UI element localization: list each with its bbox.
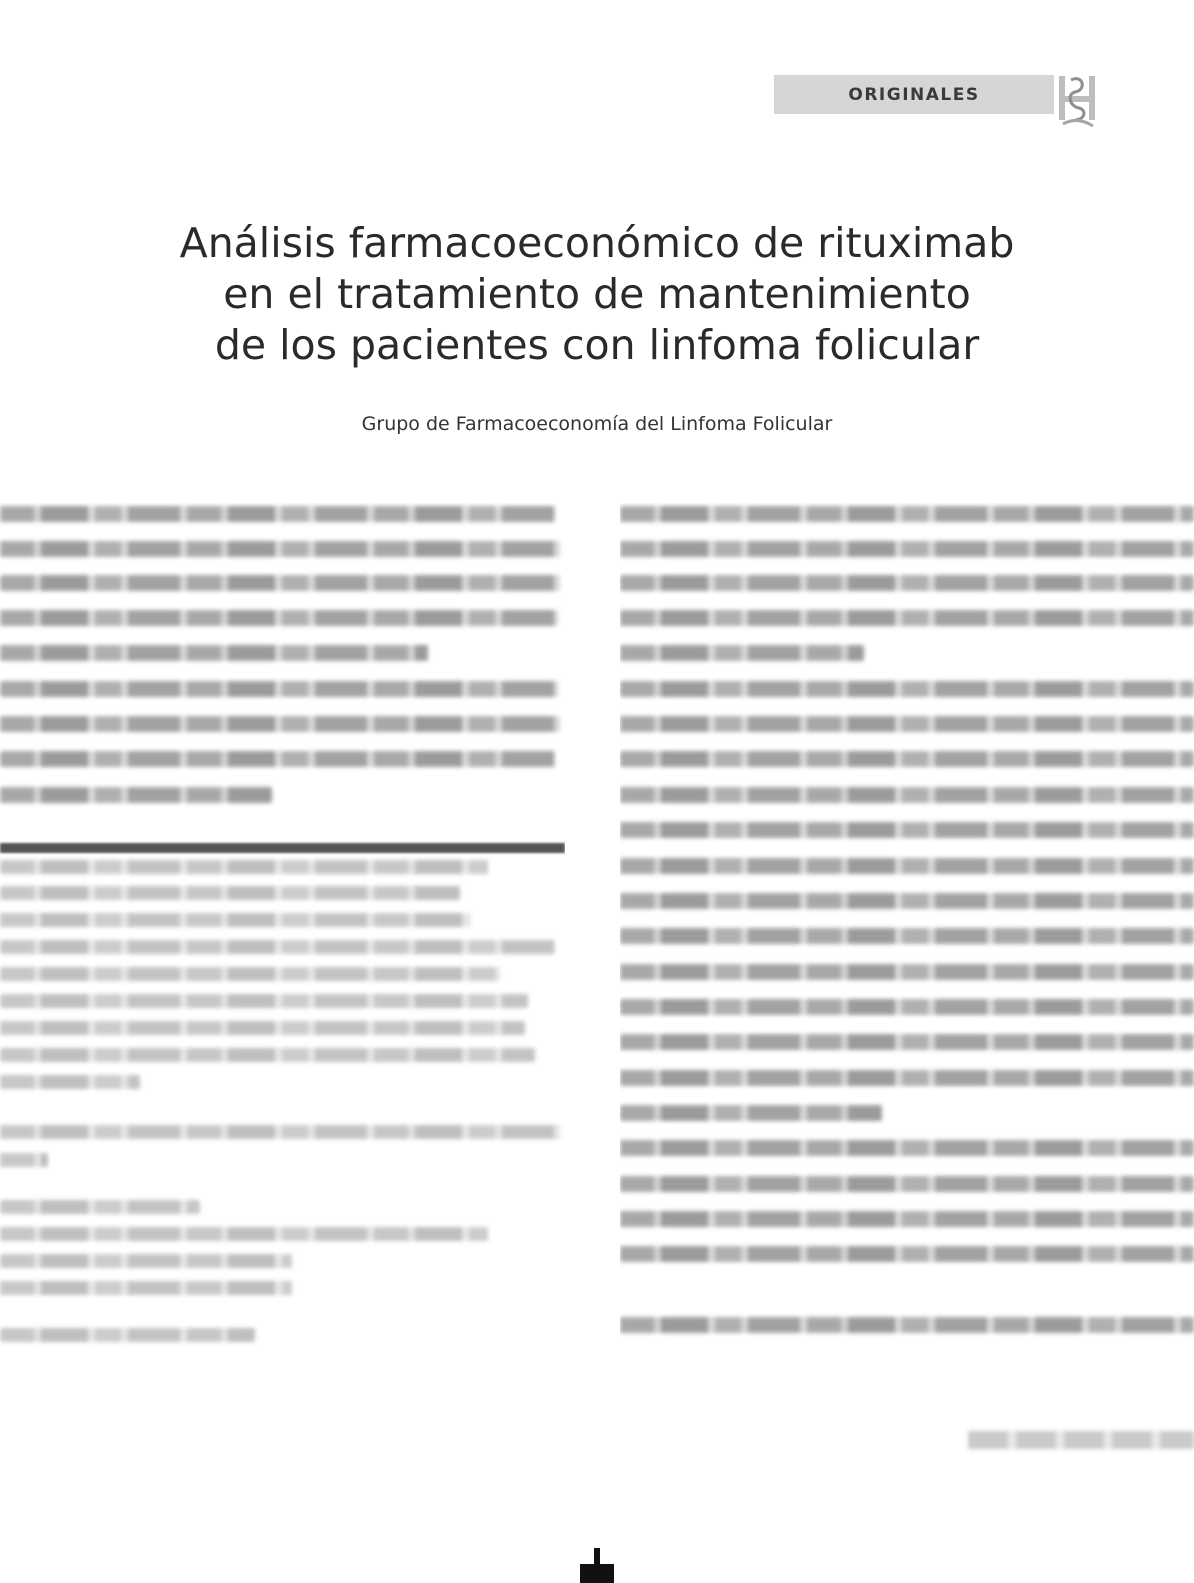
registration-mark-icon [580,1548,614,1583]
title-line: en el tratamiento de mantenimiento [223,270,971,318]
section-label: ORIGINALES [848,84,980,105]
journal-logo-icon [1057,70,1099,130]
right-column-blurred-text [620,503,1194,1363]
abstract-divider [0,843,565,853]
article-title [120,218,1074,371]
title-line: de los pacientes con linfoma folicular [214,321,980,369]
title-line: Análisis farmacoeconómico de rituximab [179,219,1015,267]
author-group: Grupo de Farmacoeconomía del Linfoma Folicular [361,413,833,435]
left-column-blurred-text [0,503,565,1373]
section-badge [774,75,1054,114]
footer-blurred-text [968,1431,1194,1449]
